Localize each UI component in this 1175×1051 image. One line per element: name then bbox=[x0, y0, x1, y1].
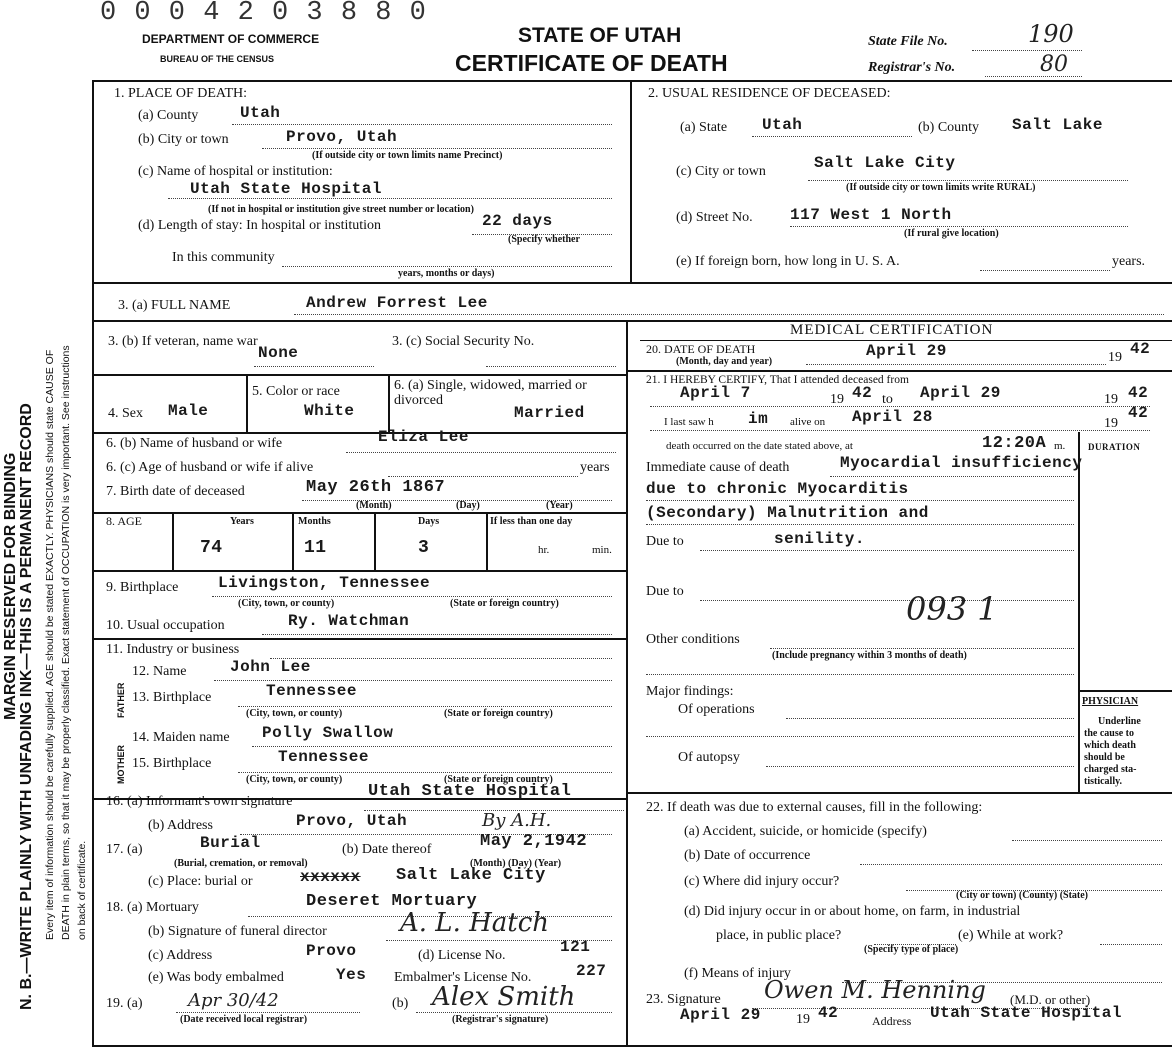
due1-value: senility. bbox=[774, 530, 865, 548]
ext-d: (d) Did injury occur in or about home, on farm, in industrial bbox=[684, 904, 1021, 919]
birth-sub-year: (Year) bbox=[546, 500, 573, 511]
mother-side-label: MOTHER bbox=[116, 745, 126, 784]
md-note: (M.D. or other) bbox=[1010, 992, 1091, 1007]
ext-c-sub: (City or town) (County) (State) bbox=[956, 890, 1089, 901]
father-name-label: 12. Name bbox=[132, 664, 187, 679]
from-date: April 7 bbox=[680, 384, 751, 402]
underline-note-4: should be bbox=[1084, 752, 1125, 763]
spouse-label: 6. (b) Name of husband or wife bbox=[106, 436, 283, 451]
director-label: (b) Signature of funeral director bbox=[148, 924, 327, 939]
occupation-label: 10. Usual occupation bbox=[106, 618, 225, 633]
to-year: 42 bbox=[1128, 384, 1149, 402]
margin-binding: MARGIN RESERVED FOR BINDING bbox=[2, 452, 19, 720]
birth-label: 7. Birth date of deceased bbox=[106, 484, 245, 499]
reg-signature: Alex Smith bbox=[432, 982, 576, 1012]
ext-label: 22. If death was due to external causes, fill in the following: bbox=[646, 800, 983, 815]
res-state-label: (a) State bbox=[680, 120, 728, 135]
to-date: April 29 bbox=[920, 384, 1001, 402]
registrar-number: 80 bbox=[1040, 52, 1068, 77]
burial-place-value: Salt Lake City bbox=[396, 866, 546, 885]
age-label: 8. AGE bbox=[106, 514, 142, 528]
mother-bp-label: 15. Birthplace bbox=[132, 756, 212, 771]
sig-year-prefix: 19 bbox=[796, 1012, 810, 1027]
last-saw-label: I last saw h bbox=[664, 416, 714, 428]
marital-label: 6. (a) Single, widowed, married or divorced bbox=[394, 378, 587, 408]
res-state-value: Utah bbox=[762, 116, 803, 134]
industry-label: 11. Industry or business bbox=[106, 642, 240, 657]
margin-instructions-1: Every item of information should be carefully supplied. AGE should be stated EXACTLY. PHYSICIANS should state CAUSE OF bbox=[44, 349, 56, 940]
alive-year-prefix: 19 bbox=[1104, 416, 1118, 431]
age-col-days: Days bbox=[418, 516, 440, 527]
underline-note-5: charged sta- bbox=[1084, 764, 1137, 775]
burial-date-value: May 2,1942 bbox=[480, 832, 588, 851]
street-label: (d) Street No. bbox=[676, 210, 753, 225]
hospital-value: Utah State Hospital bbox=[190, 180, 382, 198]
reg-date-value: Apr 30/42 bbox=[188, 990, 279, 1011]
license-label: (d) License No. bbox=[418, 948, 506, 963]
hospital-note: (If not in hospital or institution give street number or location) bbox=[208, 204, 474, 215]
reg-sig-label: (b) bbox=[392, 996, 409, 1011]
age-hr: hr. bbox=[538, 544, 550, 556]
sig-addr-label: Address bbox=[872, 1014, 912, 1028]
foreign-label: (e) If foreign born, how long in U. S. A. bbox=[676, 254, 900, 269]
mortuary-label: 18. (a) Mortuary bbox=[106, 900, 199, 915]
burial-value: Burial bbox=[200, 834, 261, 852]
age-col-months: Months bbox=[298, 516, 331, 527]
years-label: years. bbox=[1112, 254, 1146, 269]
time-value: 12:20A bbox=[982, 434, 1047, 453]
mother-bp-value: Tennessee bbox=[278, 748, 369, 766]
sex-value: Male bbox=[168, 402, 209, 420]
due1-label: Due to bbox=[646, 534, 684, 549]
birth-sub-month: (Month) bbox=[356, 500, 392, 511]
emb-license-value: 227 bbox=[576, 962, 607, 980]
medical-heading: MEDICAL CERTIFICATION bbox=[790, 322, 994, 338]
occupation-value: Ry. Watchman bbox=[288, 612, 410, 630]
dod-label: 20. DATE OF DEATH bbox=[646, 342, 756, 356]
color-label: 5. Color or race bbox=[252, 384, 340, 399]
dod-year: 42 bbox=[1130, 340, 1151, 358]
other-label: Other conditions bbox=[646, 632, 740, 647]
full-name-value: Andrew Forrest Lee bbox=[306, 294, 488, 312]
sig-date: April 29 bbox=[680, 1006, 761, 1024]
ss-label: 3. (c) Social Security No. bbox=[392, 334, 535, 349]
county-label: (a) County bbox=[138, 108, 199, 123]
informant-addr-value: Provo, Utah bbox=[296, 812, 408, 830]
informant-initials: By A.H. bbox=[482, 810, 552, 831]
father-side-label: FATHER bbox=[116, 682, 126, 718]
emb-license-label: Embalmer's License No. bbox=[394, 970, 532, 985]
birthplace-sub-state: (State or foreign country) bbox=[450, 598, 559, 609]
age-col-lessday: If less than one day bbox=[490, 516, 573, 527]
birthplace-sub-city: (City, town, or county) bbox=[238, 598, 335, 609]
burial-note: (Burial, cremation, or removal) bbox=[174, 858, 308, 869]
mother-name-label: 14. Maiden name bbox=[132, 730, 230, 745]
ext-d2: place, in public place? bbox=[716, 928, 842, 943]
mother-name-value: Polly Swallow bbox=[262, 724, 394, 742]
city-label: (b) City or town bbox=[138, 132, 229, 147]
father-bp-sub-city: (City, town, or county) bbox=[246, 708, 343, 719]
ext-f: (f) Means of injury bbox=[684, 966, 791, 981]
alive-label: alive on bbox=[790, 416, 826, 428]
immediate-value: Myocardial insufficiency bbox=[840, 454, 1083, 472]
birth-sub-day: (Day) bbox=[456, 500, 480, 511]
city-note: (If outside city or town limits name Precinct) bbox=[312, 150, 503, 161]
alive-date: April 28 bbox=[852, 408, 933, 426]
veteran-label: 3. (b) If veteran, name war bbox=[108, 334, 258, 349]
mother-bp-sub-city: (City, town, or county) bbox=[246, 774, 343, 785]
last-saw-h: im bbox=[748, 410, 769, 428]
spouse-age-label: 6. (c) Age of husband or wife if alive bbox=[106, 460, 314, 475]
license-value: 121 bbox=[560, 938, 591, 956]
serial-number: 0 0 0 4 2 0 3 8 8 0 bbox=[100, 0, 427, 28]
faddr-value: Provo bbox=[306, 942, 357, 960]
time-suffix: m. bbox=[1054, 440, 1066, 452]
birthplace-label: 9. Birthplace bbox=[106, 580, 179, 595]
faddr-label: (c) Address bbox=[148, 948, 213, 963]
informant-addr-label: (b) Address bbox=[148, 818, 213, 833]
race-value: White bbox=[304, 402, 355, 420]
marital-value: Married bbox=[514, 404, 585, 422]
ext-e: (e) While at work? bbox=[958, 928, 1064, 943]
community-note: years, months or days) bbox=[398, 268, 495, 279]
res-city-note: (If outside city or town limits write RURAL) bbox=[846, 182, 1036, 193]
occurred-label: death occurred on the date stated above, at bbox=[666, 440, 853, 452]
due2-label: Due to bbox=[646, 584, 684, 599]
director-signature: A. L. Hatch bbox=[400, 908, 550, 938]
from-year: 42 bbox=[852, 384, 873, 402]
place-heading: 1. PLACE OF DEATH: bbox=[114, 86, 248, 101]
state-title: STATE OF UTAH bbox=[518, 24, 682, 47]
margin-instructions-3: on back of certificate. bbox=[76, 840, 88, 940]
mother-bp-sub-state: (State or foreign country) bbox=[444, 774, 553, 785]
secondary-value: (Secondary) Malnutrition and bbox=[646, 504, 929, 522]
burial-date-sub: (Month) (Day) (Year) bbox=[470, 858, 562, 869]
age-min: min. bbox=[592, 544, 612, 556]
ext-b: (b) Date of occurrence bbox=[684, 848, 811, 863]
father-name-value: John Lee bbox=[230, 658, 311, 676]
bureau: BUREAU OF THE CENSUS bbox=[160, 54, 275, 64]
age-months: 11 bbox=[304, 538, 327, 558]
dod-sub: (Month, day and year) bbox=[676, 356, 773, 367]
informant-value: Utah State Hospital bbox=[368, 782, 572, 801]
father-bp-label: 13. Birthplace bbox=[132, 690, 212, 705]
certify-label: 21. I HEREBY CERTIFY, That I attended deceased from bbox=[646, 374, 909, 386]
burial-date-label: (b) Date thereof bbox=[342, 842, 432, 857]
res-city-value: Salt Lake City bbox=[814, 154, 956, 172]
ext-d-sub: (Specify type of place) bbox=[864, 944, 959, 955]
sex-label: 4. Sex bbox=[108, 406, 143, 421]
stay-value: 22 days bbox=[482, 212, 553, 230]
immediate-label: Immediate cause of death bbox=[646, 460, 790, 475]
state-file-number: 190 bbox=[1028, 20, 1074, 48]
stay-label: (d) Length of stay: In hospital or institution bbox=[138, 218, 382, 233]
physician-label: PHYSICIAN bbox=[1082, 696, 1139, 707]
hospital-label: (c) Name of hospital or institution: bbox=[138, 164, 333, 179]
physician-signature: Owen M. Henning bbox=[764, 976, 986, 1004]
duration-label: DURATION bbox=[1088, 442, 1141, 452]
birthplace-value: Livingston, Tennessee bbox=[218, 574, 431, 592]
underline-note-6: tistically. bbox=[1084, 776, 1123, 787]
burial-place-label: (c) Place: burial or bbox=[148, 874, 253, 889]
certificate-title: CERTIFICATE OF DEATH bbox=[455, 50, 728, 76]
res-city-label: (c) City or town bbox=[676, 164, 766, 179]
dod-year-prefix: 19 bbox=[1108, 350, 1122, 365]
registrar-label: Registrar's No. bbox=[868, 60, 956, 75]
res-county-value: Salt Lake bbox=[1012, 116, 1103, 134]
department: DEPARTMENT OF COMMERCE bbox=[142, 32, 320, 46]
dod-value: April 29 bbox=[866, 342, 947, 360]
margin-instructions-2: DEATH in plain terms, so that it may be properly classified. Exact statement of OCCUPATION is very important. See instructions bbox=[60, 345, 72, 940]
ops-label: Of operations bbox=[678, 702, 755, 717]
birth-value: May 26th 1867 bbox=[306, 478, 446, 497]
to-label: to bbox=[882, 392, 893, 407]
res-county-label: (b) County bbox=[918, 120, 980, 135]
to-year-prefix: 19 bbox=[1104, 392, 1118, 407]
ext-a: (a) Accident, suicide, or homicide (specify) bbox=[684, 824, 927, 839]
street-value: 117 West 1 North bbox=[790, 206, 952, 224]
physician-sig-label: 23. Signature bbox=[646, 992, 721, 1007]
ext-c: (c) Where did injury occur? bbox=[684, 874, 840, 889]
age-col-years: Years bbox=[230, 516, 254, 527]
underline-note-1: Underline bbox=[1098, 716, 1141, 727]
embalmed-label: (e) Was body embalmed bbox=[148, 970, 284, 985]
underline-note-3: which death bbox=[1084, 740, 1136, 751]
burial-place-strike: xxxxxx bbox=[300, 868, 361, 886]
autopsy-label: Of autopsy bbox=[678, 750, 740, 765]
community-label: In this community bbox=[172, 250, 275, 265]
code-value: 093 1 bbox=[906, 590, 998, 628]
mortuary-value: Deseret Mortuary bbox=[306, 892, 478, 911]
father-bp-sub-state: (State or foreign country) bbox=[444, 708, 553, 719]
reg-date-note: (Date received local registrar) bbox=[180, 1014, 308, 1025]
street-note: (If rural give location) bbox=[904, 228, 999, 239]
embalmed-value: Yes bbox=[336, 966, 367, 984]
city-value: Provo, Utah bbox=[286, 128, 398, 146]
sig-year: 42 bbox=[818, 1004, 839, 1022]
informant-label: 16. (a) Informant's own signature bbox=[106, 794, 293, 809]
other-note: (Include pregnancy within 3 months of death) bbox=[772, 650, 967, 661]
reg-sig-note: (Registrar's signature) bbox=[452, 1014, 549, 1025]
underline-note-2: the cause to bbox=[1084, 728, 1134, 739]
father-bp-value: Tennessee bbox=[266, 682, 357, 700]
veteran-value: None bbox=[258, 344, 299, 362]
burial-label: 17. (a) bbox=[106, 842, 143, 857]
residence-heading: 2. USUAL RESIDENCE OF DECEASED: bbox=[648, 86, 891, 101]
stay-note: (Specify whether bbox=[508, 234, 580, 245]
major-label: Major findings: bbox=[646, 684, 734, 699]
county-value: Utah bbox=[240, 104, 281, 122]
spouse-value: Eliza Lee bbox=[378, 428, 469, 446]
alive-year: 42 bbox=[1128, 404, 1149, 422]
sig-addr-value: Utah State Hospital bbox=[930, 1004, 1122, 1022]
immediate-value-2: due to chronic Myocarditis bbox=[646, 480, 909, 498]
full-name-label: 3. (a) FULL NAME bbox=[118, 298, 231, 313]
age-years: 74 bbox=[200, 538, 223, 558]
margin-permanent-record: N. B.—WRITE PLAINLY WITH UNFADING INK—THIS IS A PERMANENT RECORD bbox=[18, 403, 35, 1010]
reg-label: 19. (a) bbox=[106, 996, 143, 1011]
spouse-age-unit: years bbox=[580, 460, 610, 475]
from-year-prefix: 19 bbox=[830, 392, 844, 407]
state-file-label: State File No. bbox=[868, 34, 948, 49]
age-days: 3 bbox=[418, 538, 430, 558]
